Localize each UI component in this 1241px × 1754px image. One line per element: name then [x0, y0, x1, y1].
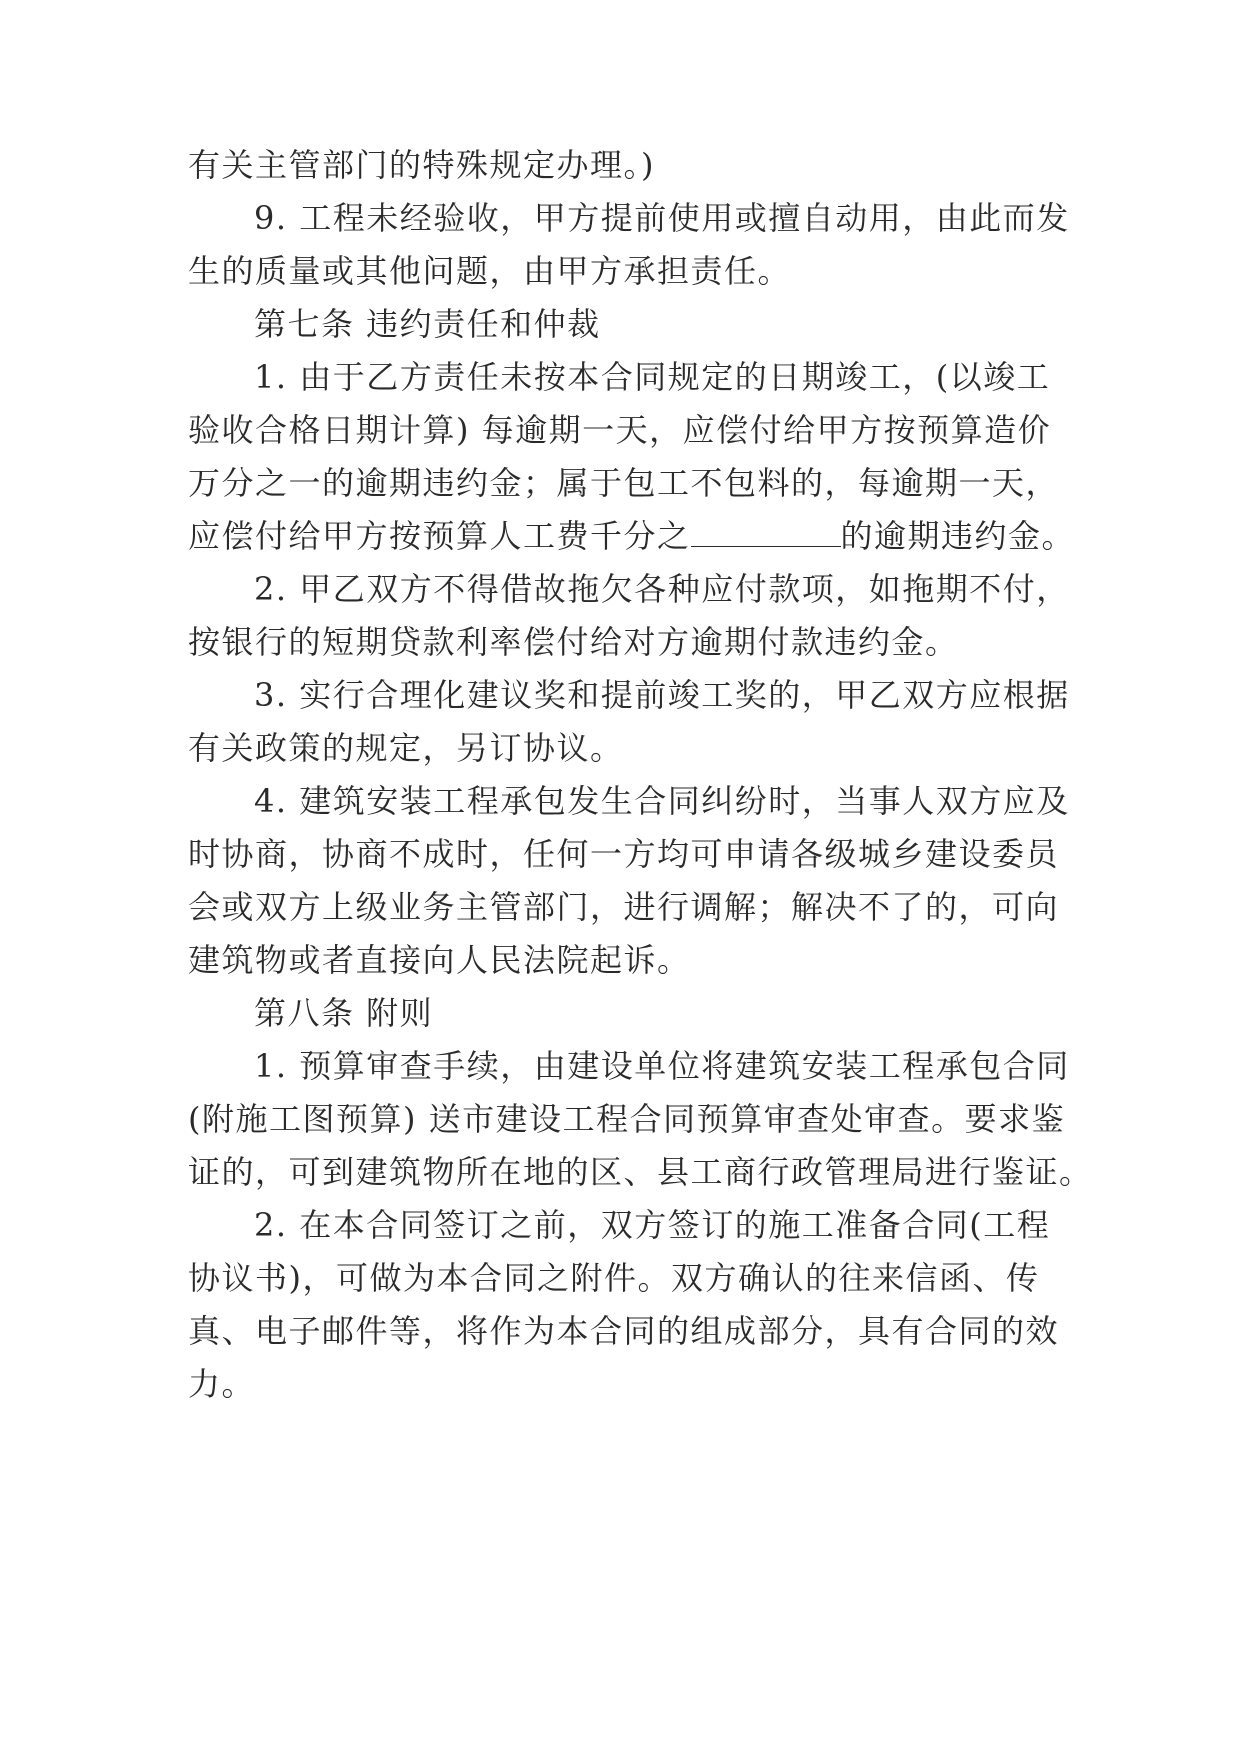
article-8-clause-1-line-2: (附施工图预算) 送市建设工程合同预算审查处审查。要求鉴 — [188, 1100, 1066, 1138]
article-8-clause-2-line-4: 力。 — [188, 1365, 256, 1403]
article-8-heading: 第八条 附则 — [254, 994, 434, 1032]
article-7-clause-4-line-4: 建筑物或者直接向人民法院起诉。 — [188, 941, 691, 979]
article-8-clause-2-line-1: 2. 在本合同签订之前，双方签订的施工准备合同(工程 — [254, 1206, 1051, 1244]
article-8-clause-2-line-3: 真、电子邮件等，将作为本合同的组成部分，具有合同的效 — [188, 1312, 1060, 1350]
article-7-clause-1-line-1: 1. 由于乙方责任未按本合同规定的日期竣工，(以竣工 — [254, 358, 1051, 396]
text-after-blank: 的逾期违约金。 — [840, 517, 1076, 555]
text-before-blank: 应偿付给甲方按预算人工费千分之 — [188, 517, 691, 555]
article-7-clause-1-line-3: 万分之一的逾期违约金；属于包工不包料的，每逾期一天， — [188, 464, 1060, 502]
text-line: 有关主管部门的特殊规定办理。) — [188, 146, 655, 184]
article-7-clause-4-line-1: 4. 建筑安装工程承包发生合同纠纷时，当事人双方应及 — [254, 782, 1070, 820]
article-7-clause-3-line-2: 有关政策的规定，另订协议。 — [188, 729, 624, 767]
article-7-clause-2-line-2: 按银行的短期贷款利率偿付给对方逾期付款违约金。 — [188, 623, 959, 661]
article-8-clause-1-line-3: 证的，可到建筑物所在地的区、县工商行政管理局进行鉴证。 — [188, 1153, 1093, 1191]
article-8-clause-1-line-1: 1. 预算审查手续，由建设单位将建筑安装工程承包合同 — [254, 1047, 1070, 1085]
article-7-clause-4-line-2: 时协商，协商不成时，任何一方均可申请各级城乡建设委员 — [188, 835, 1060, 873]
fill-in-blank — [691, 518, 841, 547]
article-7-clause-3-line-1: 3. 实行合理化建议奖和提前竣工奖的，甲乙双方应根据 — [254, 676, 1070, 714]
clause-9-line-2: 生的质量或其他问题，由甲方承担责任。 — [188, 252, 792, 290]
article-7-clause-1-line-2: 验收合格日期计算) 每逾期一天，应偿付给甲方按预算造价 — [188, 411, 1052, 449]
article-7-clause-2-line-1: 2. 甲乙双方不得借故拖欠各种应付款项，如拖期不付， — [254, 570, 1070, 608]
article-7-clause-1-line-4 — [188, 516, 1075, 556]
clause-9-line-1: 9. 工程未经验收，甲方提前使用或擅自动用，由此而发 — [254, 199, 1070, 237]
article-8-clause-2-line-2: 协议书)，可做为本合同之附件。双方确认的往来信函、传 — [188, 1259, 1040, 1297]
article-7-clause-4-line-3: 会或双方上级业务主管部门，进行调解；解决不了的，可向 — [188, 888, 1060, 926]
article-7-heading: 第七条 违约责任和仲裁 — [254, 305, 601, 343]
